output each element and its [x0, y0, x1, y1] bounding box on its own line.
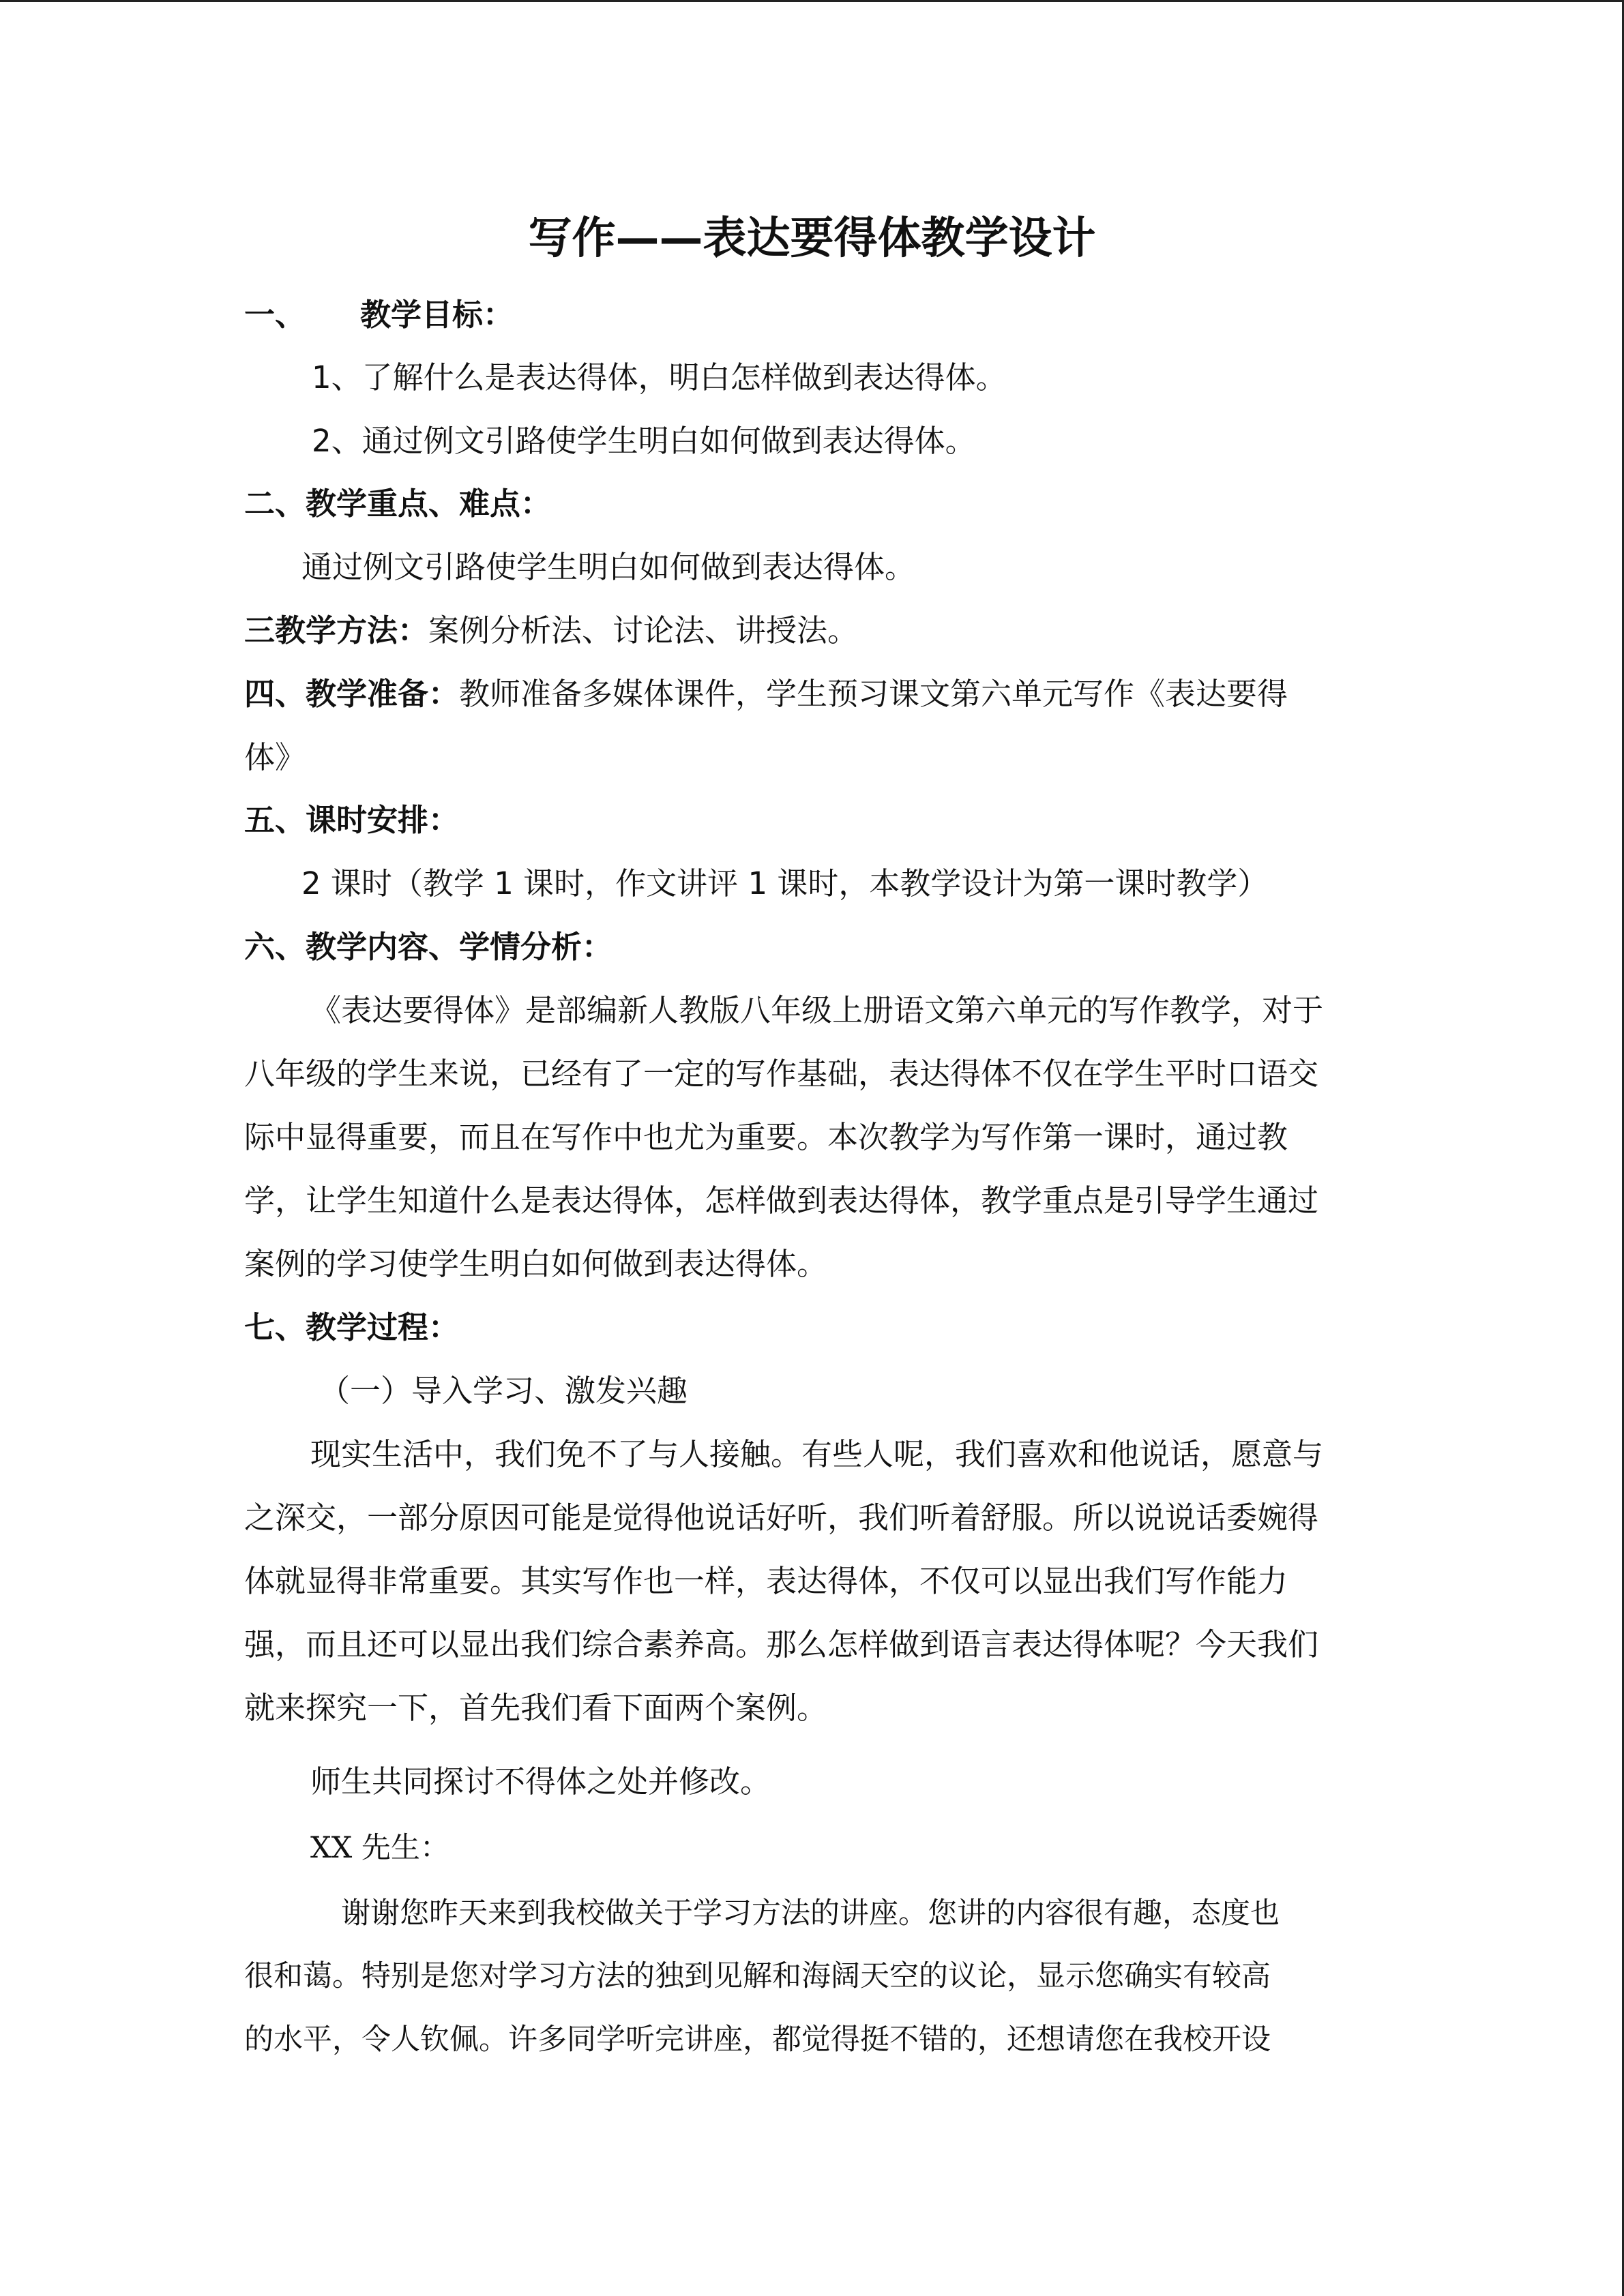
- intro-line-3: 体就显得非常重要。其实写作也一样，表达得体，不仅可以显出我们写作能力: [244, 1563, 1288, 1599]
- intro-line-5: 就来探究一下，首先我们看下面两个案例。: [244, 1690, 828, 1726]
- section6-line-5: 案例的学习使学生明白如何做到表达得体。: [244, 1246, 828, 1282]
- document-title: 写作——表达要得体教学设计: [528, 213, 1096, 264]
- letter-line-1: 谢谢您昨天来到我校做关于学习方法的讲座。您讲的内容很有趣，态度也: [341, 1896, 1280, 1930]
- section2-heading: 二、教学重点、难点：: [244, 486, 552, 522]
- section4-heading: 四、教学准备：: [244, 676, 460, 712]
- section4-text-line1: 教师准备多媒体课件，学生预习课文第六单元写作《表达要得: [459, 676, 1288, 712]
- section3-heading: 三教学方法：: [244, 612, 429, 648]
- section6-heading: 六、教学内容、学情分析：: [244, 929, 613, 965]
- letter-line-3: 的水平，令人钦佩。许多同学听完讲座，都觉得挺不错的，还想请您在我校开设: [244, 2023, 1271, 2057]
- letter-salutation: XX 先生：: [310, 1831, 449, 1865]
- section4-text-line2: 体》: [244, 739, 306, 775]
- section6-line-4: 学，让学生知道什么是表达得体，怎样做到表达得体，教学重点是引导学生通过: [244, 1182, 1319, 1219]
- section5-text: 2 课时（教学 1 课时，作文讲评 1 课时，本教学设计为第一课时教学）: [301, 865, 1269, 901]
- section6-line-2: 八年级的学生来说，已经有了一定的写作基础，表达得体不仅在学生平时口语交: [244, 1056, 1319, 1092]
- discussion-text: 师生共同探讨不得体之处并修改。: [310, 1763, 771, 1800]
- intro-line-1: 现实生活中，我们免不了与人接触。有些人呢，我们喜欢和他说话，愿意与: [310, 1436, 1324, 1472]
- section7-subheading: （一）导入学习、激发兴趣: [319, 1373, 688, 1409]
- section3-text: 案例分析法、讨论法、讲授法。: [428, 612, 859, 648]
- section3-line: [244, 610, 858, 651]
- section4-line: [244, 674, 1288, 715]
- section1-item-1: 1、了解什么是表达得体，明白怎样做到表达得体。: [312, 359, 1007, 396]
- section7-heading: 七、教学过程：: [244, 1309, 460, 1345]
- intro-line-2: 之深交，一部分原因可能是觉得他说话好听，我们听着舒服。所以说说话委婉得: [244, 1500, 1319, 1536]
- section1-item-2: 2、通过例文引路使学生明白如何做到表达得体。: [312, 423, 976, 459]
- intro-line-4: 强，而且还可以显出我们综合素养高。那么怎样做到语言表达得体呢？今天我们: [244, 1626, 1319, 1663]
- section1-heading: 教学目标：: [360, 297, 514, 333]
- section2-text: 通过例文引路使学生明白如何做到表达得体。: [301, 549, 916, 585]
- section1-number: 一、: [244, 297, 306, 333]
- section6-line-3: 际中显得重要，而且在写作中也尤为重要。本次教学为写作第一课时，通过教: [244, 1119, 1288, 1155]
- section6-line-1: 《表达要得体》是部编新人教版八年级上册语文第六单元的写作教学，对于: [310, 992, 1324, 1028]
- letter-line-2: 很和蔼。特别是您对学习方法的独到见解和海阔天空的议论，显示您确实有较高: [244, 1959, 1271, 1993]
- section5-heading: 五、课时安排：: [244, 802, 460, 838]
